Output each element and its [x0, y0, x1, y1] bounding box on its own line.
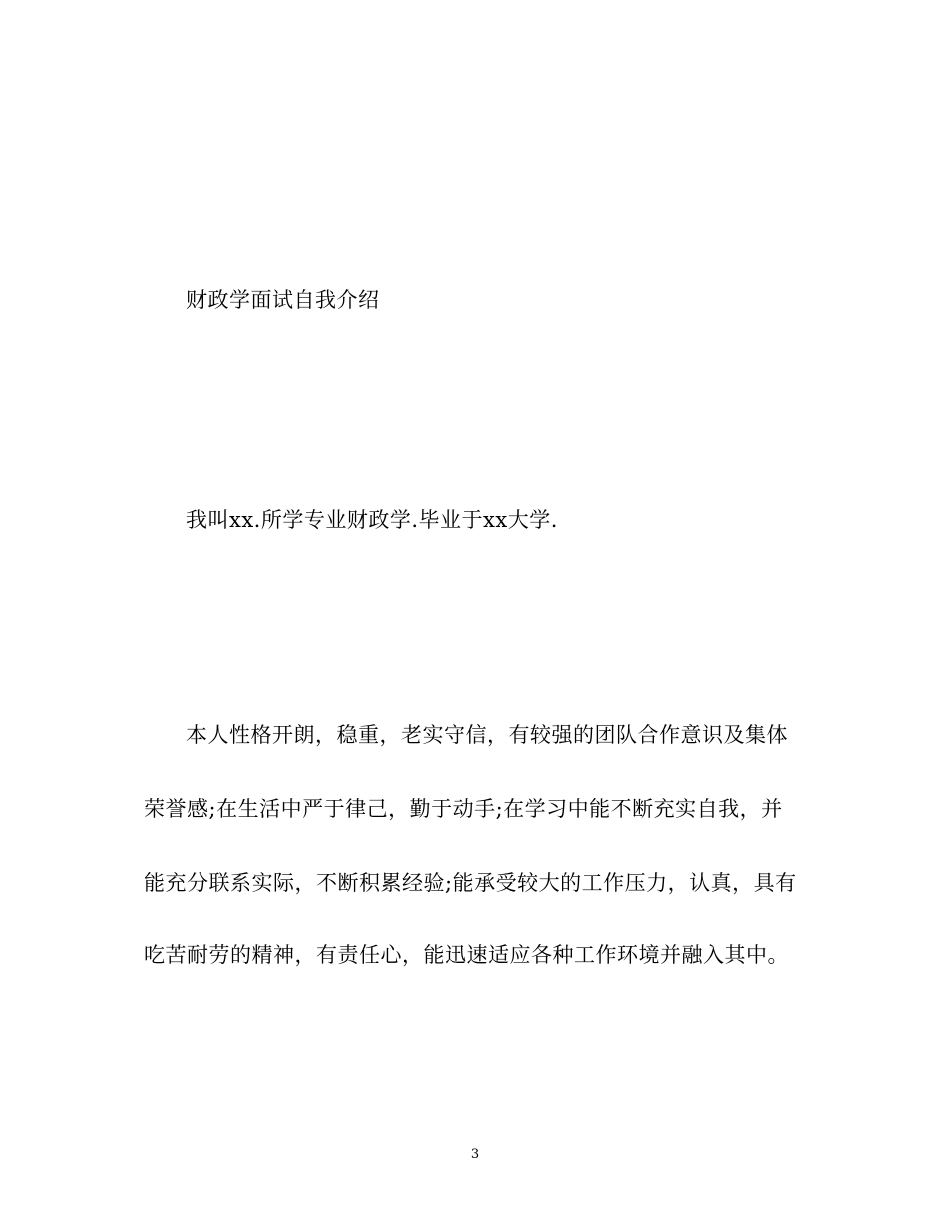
intro-line: 我叫xx.所学专业财政学.毕业于xx大学.	[186, 508, 558, 532]
paragraph-line-4: 吃苦耐劳的精神，有责任心，能迅速适应各种工作环境并融入其中。	[144, 943, 789, 967]
paragraph-line-1: 本人性格开朗，稳重，老实守信，有较强的团队合作意识及集体	[186, 723, 788, 747]
document-title: 财政学面试自我介绍	[186, 288, 380, 312]
paragraph-line-2: 荣誉感;在生活中严于律己，勤于动手;在学习中能不断充实自我，并	[144, 797, 783, 821]
paragraph-line-3: 能充分联系实际，不断积累经验;能承受较大的工作压力，认真，具有	[144, 871, 797, 895]
page-number: 3	[470, 1147, 480, 1162]
